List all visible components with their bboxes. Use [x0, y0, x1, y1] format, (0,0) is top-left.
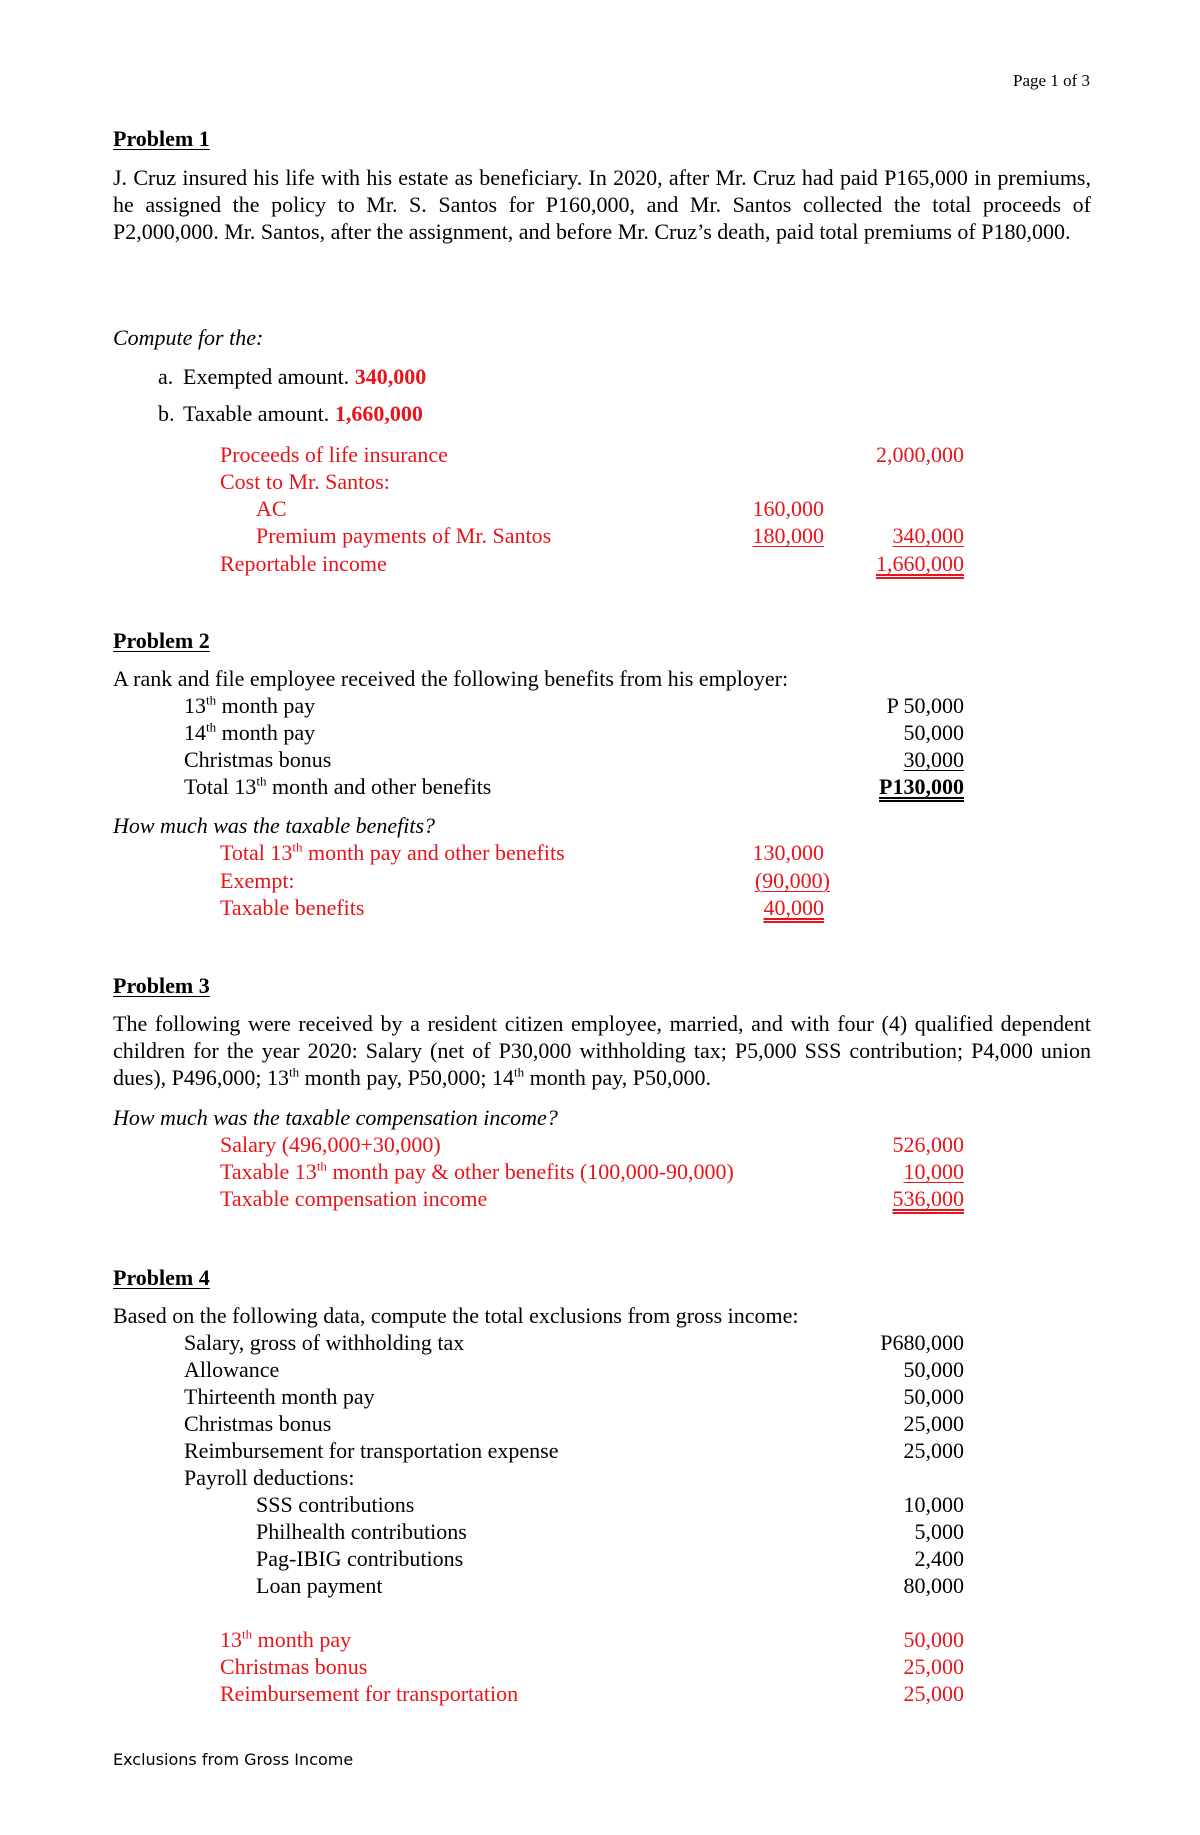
- p4-item-value: P680,000: [880, 1330, 964, 1355]
- p4-item-value: 10,000: [903, 1492, 964, 1517]
- p2-sol-total: [220, 839, 565, 865]
- p2-item-13th-sup: th: [206, 692, 217, 708]
- p3-sol-salary-label: Salary (496,000+30,000): [220, 1132, 441, 1157]
- question-a-letter: a.: [158, 364, 174, 389]
- problem-3-text-c: month pay, P50,000.: [524, 1065, 711, 1090]
- p4-item-value: 25,000: [903, 1438, 964, 1463]
- p2-sol-total-sup: th: [292, 839, 303, 855]
- p4-item-value: 25,000: [903, 1411, 964, 1436]
- page-footer: Exclusions from Gross Income: [113, 1750, 354, 1769]
- p4-item-label: Reimbursement for transportation expense: [184, 1438, 559, 1463]
- problem-1-title: Problem 1: [113, 126, 210, 151]
- p4-item-value: 50,000: [903, 1357, 964, 1382]
- problem-4-intro: Based on the following data, compute the total exclusions from gross income:: [113, 1303, 799, 1328]
- p4-item-label: Thirteenth month pay: [184, 1384, 375, 1409]
- p2-item-total-sup: th: [256, 773, 267, 789]
- p2-item-14th-num: 14: [184, 720, 206, 745]
- p4-item-value: 2,400: [914, 1546, 964, 1571]
- problem-2-question: How much was the taxable benefits?: [113, 813, 436, 838]
- p2-item-total-pre: Total 13: [184, 774, 257, 799]
- p1-sol-cost-label: Cost to Mr. Santos:: [220, 469, 390, 494]
- p2-item-13th-num: 13: [184, 693, 206, 718]
- p4-item-label: Pag-IBIG contributions: [256, 1546, 464, 1571]
- problem-3-text: [113, 1010, 1091, 1091]
- p2-item-total-text: month and other benefits: [266, 774, 492, 799]
- problem-2-intro: A rank and file employee received the following benefits from his employer:: [113, 666, 789, 691]
- p4-item-label: Payroll deductions:: [184, 1465, 355, 1490]
- p2-item-13th-value: P 50,000: [886, 693, 964, 718]
- p3-sol-taxable-comp-value: 536,000: [892, 1186, 964, 1211]
- p4-sol-reimb-label: Reimbursement for transportation: [220, 1681, 519, 1706]
- p3-sol-taxable13-text: month pay & other benefits (100,000-90,000): [326, 1159, 734, 1184]
- p3-sol-salary-value: 526,000: [892, 1132, 964, 1157]
- question-b-letter: b.: [158, 401, 175, 426]
- p2-sol-taxable-label: Taxable benefits: [220, 895, 365, 920]
- p2-item-14th: [184, 719, 316, 745]
- p3-sol-taxable13-pre: Taxable 13: [220, 1159, 317, 1184]
- p4-sol-13th: [220, 1626, 352, 1652]
- p2-item-14th-value: 50,000: [903, 720, 964, 745]
- p4-item-label: Philhealth contributions: [256, 1519, 467, 1544]
- problem-3-title: Problem 3: [113, 973, 210, 998]
- p1-sol-reportable-label: Reportable income: [220, 551, 387, 576]
- p4-sol-reimb-value: 25,000: [903, 1681, 964, 1706]
- question-a: [183, 366, 426, 388]
- p4-sol-christmas-label: Christmas bonus: [220, 1654, 368, 1679]
- p2-item-total-value: P130,000: [879, 774, 964, 799]
- problem-3-text-a: The following were received by a resident citizen employee, married, and with four (4) qualified dependent children for the year 2020: Salary (net of P30,000 withholding tax; P5,000 SSS contribution; P4,000 union dues), P496,000; 13: [113, 1011, 1091, 1090]
- p2-sol-total-value: 130,000: [752, 840, 824, 865]
- p3-sol-taxable13-sup: th: [316, 1158, 327, 1174]
- problem-3-question: How much was the taxable compensation income?: [113, 1105, 558, 1130]
- p2-item-13th-text: month pay: [216, 693, 316, 718]
- question-b-answer: 1,660,000: [334, 401, 423, 426]
- p2-sol-exempt-value: (90,000): [754, 868, 830, 893]
- p4-sol-13th-num: 13: [220, 1627, 242, 1652]
- p4-item-label: Christmas bonus: [184, 1411, 332, 1436]
- problem-3-text-sup1: th: [289, 1064, 300, 1080]
- compute-label: Compute for the:: [113, 325, 264, 350]
- p3-sol-taxable13-value: 10,000: [903, 1159, 964, 1184]
- p4-item-label: SSS contributions: [256, 1492, 415, 1517]
- problem-3-text-sup2: th: [514, 1064, 525, 1080]
- p1-sol-premium-value: 180,000: [752, 523, 824, 548]
- p2-sol-exempt-label: Exempt:: [220, 868, 295, 893]
- p1-sol-cost-total: 340,000: [892, 523, 964, 548]
- question-b-text: Taxable amount.: [183, 401, 330, 426]
- page-number: Page 1 of 3: [1013, 71, 1090, 90]
- p2-item-christmas: Christmas bonus: [184, 747, 332, 772]
- p2-item-christmas-value: 30,000: [903, 747, 964, 772]
- p1-sol-reportable-value: 1,660,000: [876, 551, 964, 576]
- p4-sol-13th-sup: th: [242, 1626, 253, 1642]
- p3-sol-taxable-comp-label: Taxable compensation income: [220, 1186, 488, 1211]
- p2-item-13th: [184, 692, 316, 718]
- p1-sol-proceeds-value: 2,000,000: [876, 442, 964, 467]
- problem-3-text-b: month pay, P50,000; 14: [299, 1065, 515, 1090]
- question-b: [183, 403, 423, 425]
- p4-sol-13th-value: 50,000: [903, 1627, 964, 1652]
- question-a-answer: 340,000: [354, 364, 427, 389]
- p2-sol-total-text: month pay and other benefits: [302, 840, 565, 865]
- question-a-text: Exempted amount.: [183, 364, 350, 389]
- p1-sol-ac-label: AC: [256, 496, 287, 521]
- problem-2-title: Problem 2: [113, 628, 210, 653]
- p2-item-14th-text: month pay: [216, 720, 316, 745]
- p4-item-label: Loan payment: [256, 1573, 383, 1598]
- p2-item-total: [184, 773, 492, 799]
- p4-sol-christmas-value: 25,000: [903, 1654, 964, 1679]
- p2-item-14th-sup: th: [206, 719, 217, 735]
- p4-item-value: 80,000: [903, 1573, 964, 1598]
- p2-sol-taxable-value: 40,000: [763, 895, 824, 920]
- p4-item-value: 5,000: [914, 1519, 964, 1544]
- p4-item-label: Allowance: [184, 1357, 280, 1382]
- p2-sol-total-pre: Total 13: [220, 840, 293, 865]
- problem-4-title: Problem 4: [113, 1265, 210, 1290]
- p4-item-value: 50,000: [903, 1384, 964, 1409]
- p1-sol-ac-value: 160,000: [752, 496, 824, 521]
- p1-sol-proceeds-label: Proceeds of life insurance: [220, 442, 448, 467]
- p1-sol-premium-label: Premium payments of Mr. Santos: [256, 523, 552, 548]
- p4-sol-13th-text: month pay: [252, 1627, 352, 1652]
- problem-1-text: J. Cruz insured his life with his estate as beneficiary. In 2020, after Mr. Cruz had paid P165,000 in premiums, he assigned the policy to Mr. S. Santos for P160,000, and Mr. Santos collected the total proceeds of P2,000,000. Mr. Santos, after the assignment, and before Mr. Cruz’s death, paid total premiums of P180,000.: [113, 165, 1091, 244]
- p4-item-label: Salary, gross of withholding tax: [184, 1330, 465, 1355]
- p3-sol-taxable13: [220, 1158, 734, 1184]
